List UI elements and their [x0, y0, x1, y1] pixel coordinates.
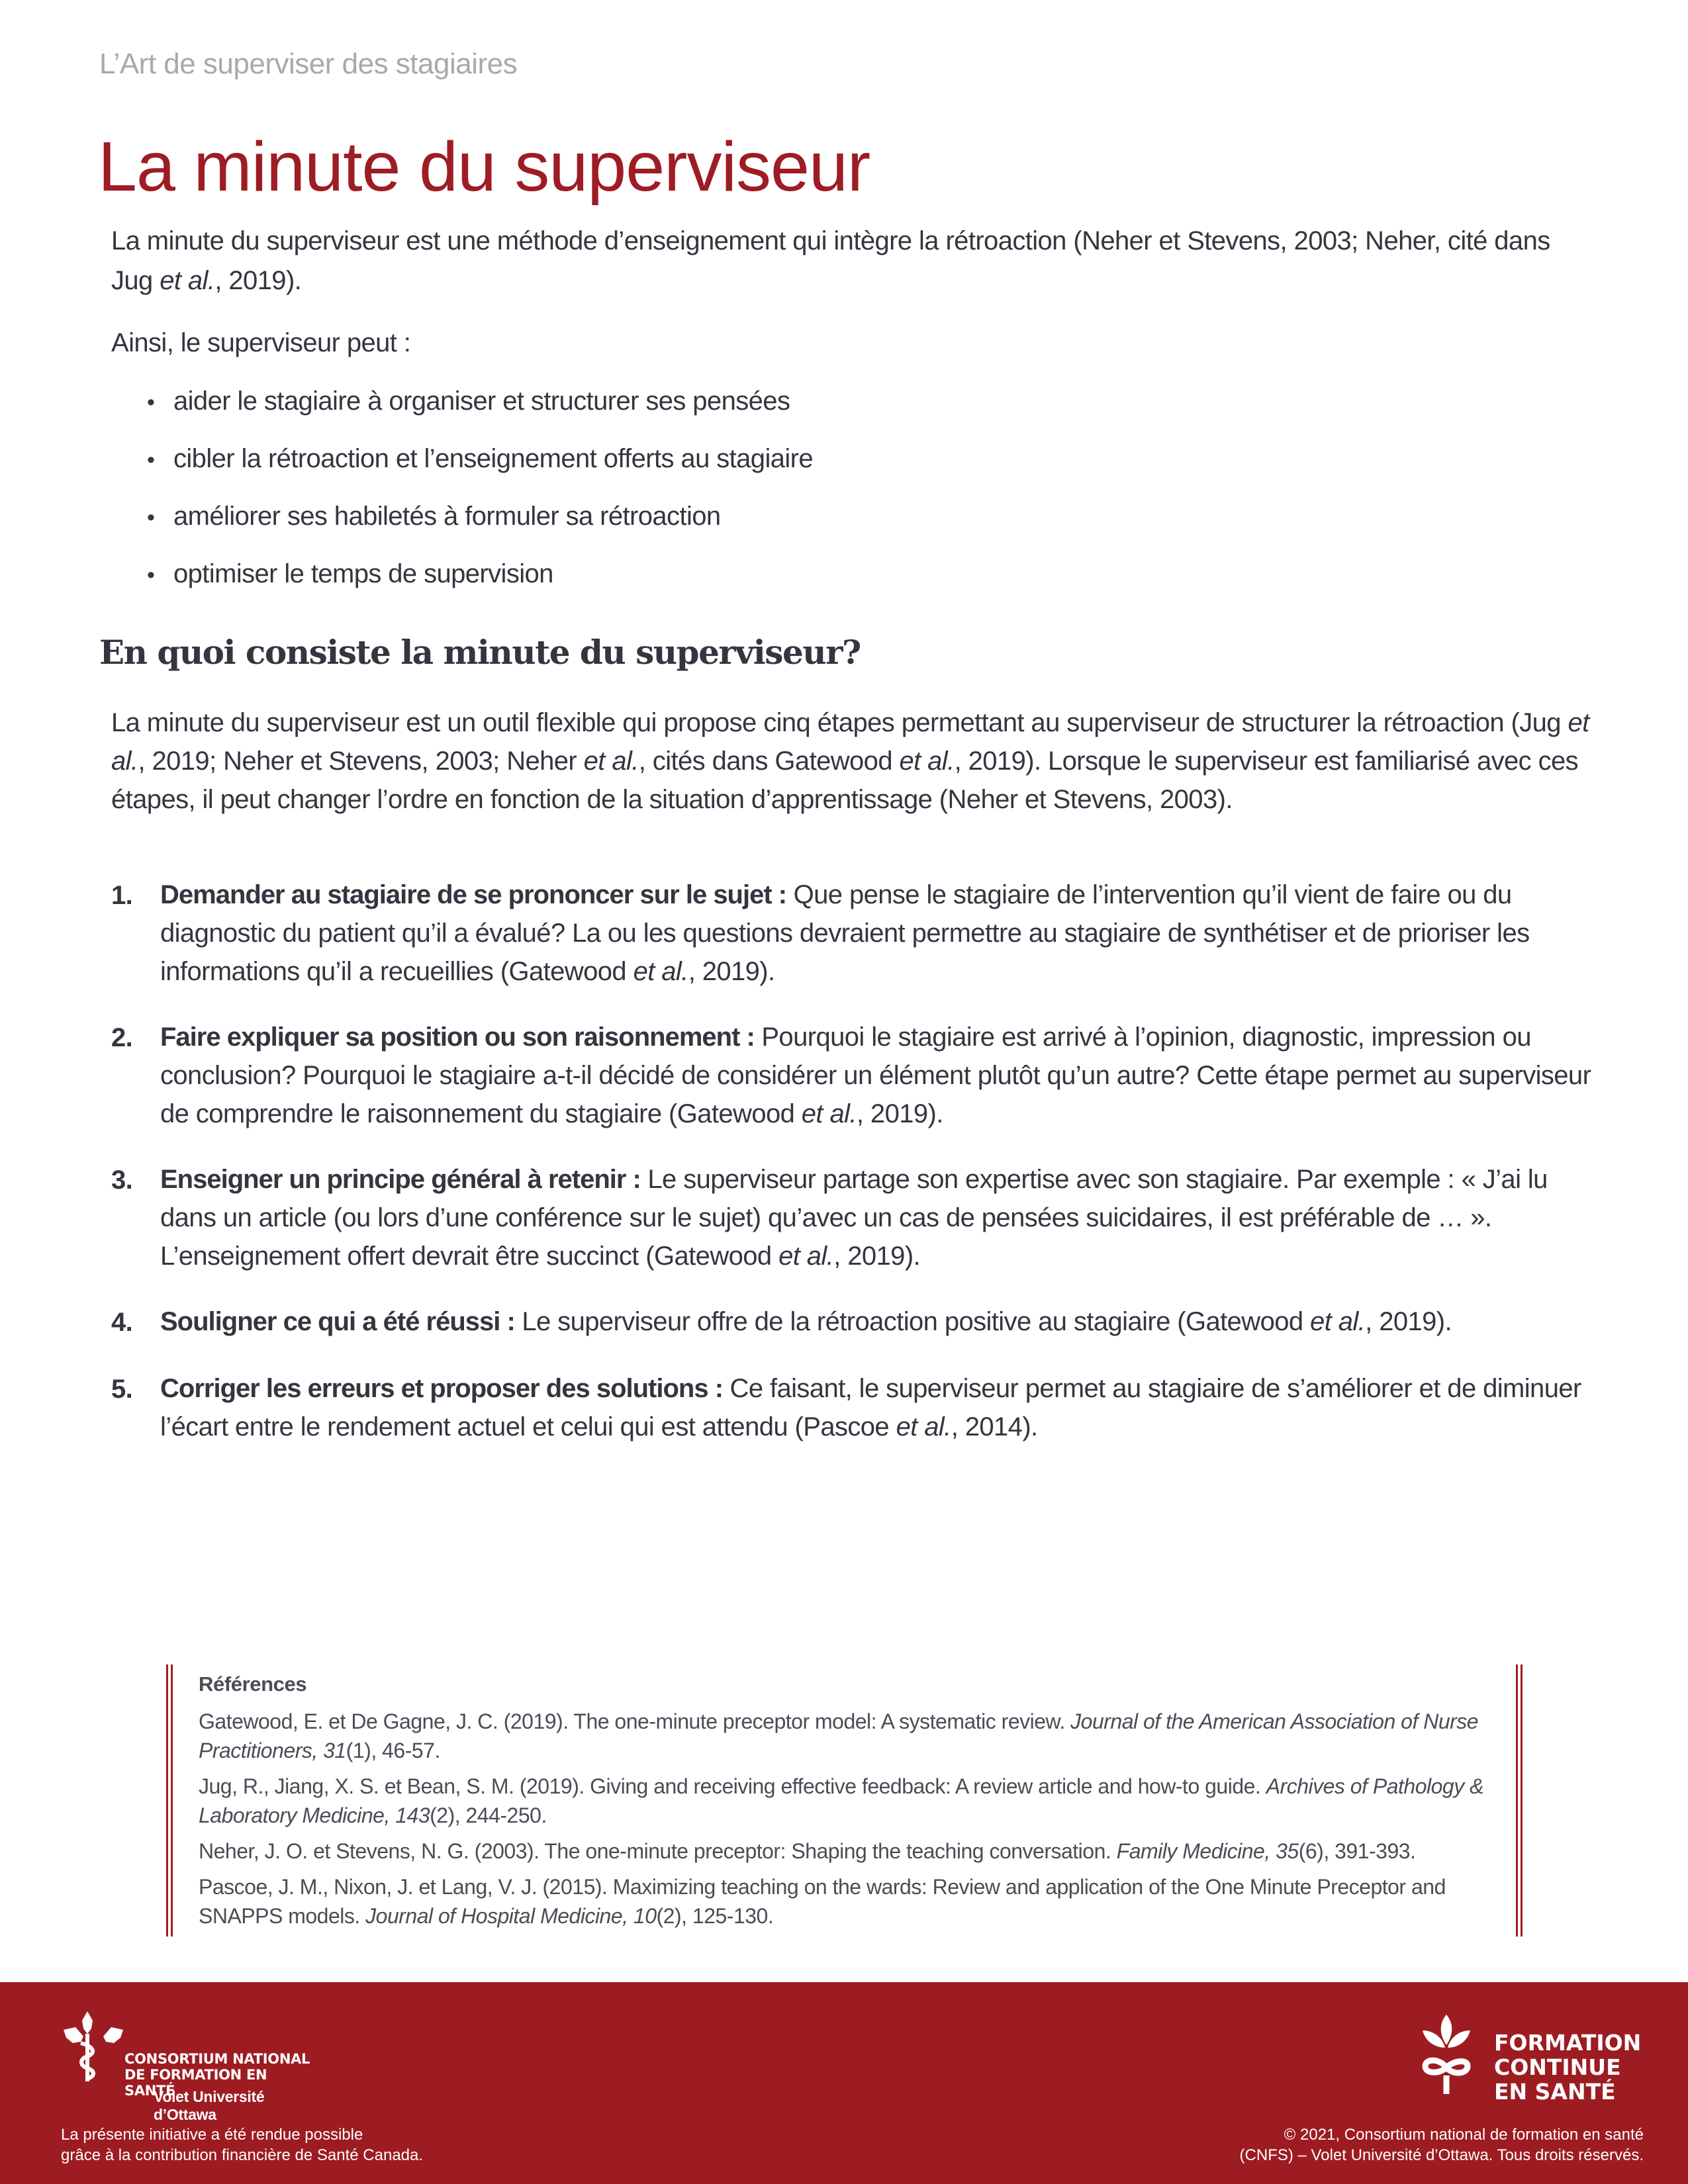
section-heading: En quoi consiste la minute du superviseur? — [99, 633, 861, 672]
step-number: 3. — [111, 1165, 133, 1195]
reference-text: Neher, J. O. et Stevens, N. G. (2003). The one-minute preceptor: Shaping the teaching conversation. — [199, 1839, 1117, 1863]
page-title: La minute du superviseur — [98, 128, 870, 206]
funding-note-line2: grâce à la contribution financière de Santé Canada. — [61, 2146, 424, 2164]
reference-journal: Journal of the American Association of Nurse Practitioners, 31 — [199, 1709, 1479, 1762]
step-italic: et al. — [778, 1242, 834, 1271]
step-italic: et al. — [1310, 1307, 1366, 1336]
fcs-logo — [1420, 2013, 1645, 2105]
bullet-icon: • — [147, 505, 155, 530]
page-footer — [0, 1982, 1688, 2184]
border-line-left-outer — [166, 1664, 168, 1936]
cnfs-logo — [61, 2010, 312, 2123]
reference-pages: (1), 46-57. — [346, 1739, 440, 1762]
border-line-right-outer — [1521, 1664, 1523, 1936]
cnfs-name-line1: CONSORTIUM NATIONAL — [124, 2051, 310, 2067]
reference-pages: (6), 391-393. — [1298, 1839, 1416, 1863]
border-line-right-inner — [1516, 1664, 1518, 1936]
copyright-line1: © 2021, Consortium national de formation en santé — [1284, 2126, 1644, 2144]
reference-item — [199, 1707, 1496, 1765]
fcs-name-line1: FORMATION — [1494, 2030, 1642, 2056]
reference-text: Pascoe, J. M., Nixon, J. et Lang, V. J. (2015). Maximizing teaching on the wards: Review and application of the One Minute Preceptor and SNAPPS models. — [199, 1875, 1446, 1928]
step-number: 2. — [111, 1023, 133, 1052]
list-item — [147, 439, 813, 496]
bullet-icon: • — [147, 390, 155, 415]
section-paragraph — [111, 704, 1594, 819]
step-text: Le superviseur offre de la rétroaction positive au stagiaire (Gatewood — [514, 1307, 1311, 1336]
step-body — [160, 876, 1594, 991]
para-italic: et al. — [583, 747, 639, 776]
cnfs-name-line2: DE FORMATION EN SANTÉ — [124, 2067, 267, 2099]
step-text: Que pense le stagiaire de l’intervention qu’il vient de faire ou du diagnostic du patient qu’il a évalué? La ou les questions devraient permettre au stagiaire de synthétiser et de prioriser les informations qu’il a recueillies (Gatewood — [160, 880, 1530, 986]
reference-pages: (2), 244-250. — [430, 1803, 547, 1827]
step-text-end: , 2019). — [1365, 1307, 1452, 1336]
step-text-end: , 2019). — [688, 957, 775, 986]
step-body — [160, 1302, 1594, 1342]
references-box — [166, 1664, 1523, 1936]
cnfs-branch: Volet Université d’Ottawa — [154, 2088, 265, 2123]
benefit-text: améliorer ses habiletés à formuler sa rétroaction — [173, 502, 721, 531]
step-text-end: , 2019). — [856, 1099, 943, 1128]
step-number: 5. — [111, 1375, 133, 1404]
steps-list — [111, 876, 1594, 1473]
bullet-icon: • — [147, 447, 155, 473]
step-number: 4. — [111, 1308, 133, 1337]
intro-paragraph — [111, 221, 1554, 300]
step-number: 1. — [111, 881, 133, 910]
reference-journal: Archives of Pathology & Laboratory Medicine, 143 — [199, 1774, 1483, 1827]
list-item — [147, 381, 813, 439]
reference-item — [199, 1872, 1496, 1931]
bullet-icon: • — [147, 563, 155, 588]
step-item — [111, 1369, 1594, 1446]
list-item — [147, 496, 813, 554]
benefits-list — [147, 381, 813, 612]
benefit-text: aider le stagiaire à organiser et structurer ses pensées — [173, 387, 790, 416]
step-italic: et al. — [896, 1412, 951, 1441]
intro-italic: et al. — [160, 266, 215, 295]
para-italic: et al. — [899, 747, 955, 776]
step-text: Ce faisant, le superviseur permet au stagiaire de s’améliorer et de diminuer l’écart entre le rendement actuel et celui qui est attendu (Pascoe — [160, 1374, 1581, 1441]
step-item — [111, 1018, 1594, 1133]
benefit-text: cibler la rétroaction et l’enseignement offerts au stagiaire — [173, 444, 814, 473]
step-text: Pourquoi le stagiaire est arrivé à l’opinion, diagnostic, impression ou conclusion? Pourquoi le stagiaire a-t-il décidé de considérer un élément plutôt qu’un autre? Cette étape permet au superviseur de comprendre le raisonnement du stagiaire (Gatewood — [160, 1023, 1591, 1128]
step-text-end: , 2019). — [833, 1242, 921, 1271]
references-heading: Références — [199, 1672, 307, 1696]
reference-item — [199, 1772, 1496, 1830]
step-body — [160, 1369, 1594, 1446]
funding-note-line1: La présente initiative a été rendue possible — [61, 2126, 363, 2144]
step-body — [160, 1018, 1594, 1133]
step-italic: et al. — [801, 1099, 857, 1128]
para-text: , 2019). Lorsque le superviseur est familiarisé avec ces étapes, il peut changer l’ordre en fonction de la situation d’apprentissage (Neher et Stevens, 2003). — [111, 747, 1579, 814]
para-text: , 2019; Neher et Stevens, 2003; Neher — [138, 747, 584, 776]
para-text: , cités dans Gatewood — [638, 747, 900, 776]
copyright-note — [1240, 2124, 1644, 2165]
step-title: Faire expliquer sa position ou son raisonnement : — [160, 1023, 755, 1052]
reference-text: Jug, R., Jiang, X. S. et Bean, S. M. (2019). Giving and receiving effective feedback: A review article and how-to guide. — [199, 1774, 1266, 1798]
para-italic: et al. — [111, 708, 1589, 776]
caduceus-maple-leaf-icon — [61, 2010, 127, 2083]
step-item — [111, 1302, 1594, 1342]
step-item — [111, 1160, 1594, 1275]
leaf-infinity-icon — [1420, 2013, 1473, 2096]
intro-text: La minute du superviseur est une méthode d’enseignement qui intègre la rétroaction (Neher et Stevens, 2003; Neher, cité dans Jug — [111, 226, 1550, 295]
reference-journal: Journal of Hospital Medicine, 10 — [365, 1904, 657, 1928]
fcs-name-line3: EN SANTÉ — [1494, 2079, 1616, 2105]
step-title: Corriger les erreurs et proposer des solutions : — [160, 1374, 724, 1403]
list-item — [147, 554, 813, 612]
benefit-text: optimiser le temps de supervision — [173, 559, 553, 588]
step-text-end: , 2014). — [951, 1412, 1038, 1441]
series-title: L’Art de superviser des stagiaires — [99, 48, 518, 80]
step-text: Le superviseur partage son expertise avec son stagiaire. Par exemple : « J’ai lu dans un article (ou lors d’une conférence sur le sujet) qu’avec un cas de pensées suicidaires, il est préférable de … ». L’enseignement offert devrait être succinct (Gatewood — [160, 1165, 1548, 1271]
reference-item — [199, 1837, 1496, 1866]
step-italic: et al. — [633, 957, 688, 986]
funding-note — [61, 2124, 423, 2165]
step-title: Souligner ce qui a été réussi : — [160, 1307, 515, 1336]
step-title: Enseigner un principe général à retenir : — [160, 1165, 641, 1194]
fcs-name — [1494, 2030, 1641, 2104]
reference-journal: Family Medicine, 35 — [1116, 1839, 1299, 1863]
copyright-line2: (CNFS) – Volet Université d’Ottawa. Tous droits réservés. — [1239, 2146, 1644, 2164]
step-title: Demander au stagiaire de se prononcer sur le sujet : — [160, 880, 787, 909]
intro-lead-in: Ainsi, le superviseur peut : — [111, 328, 411, 357]
reference-text: Gatewood, E. et De Gagne, J. C. (2019). The one-minute preceptor model: A systematic review. — [199, 1709, 1071, 1733]
step-body — [160, 1160, 1594, 1275]
border-line-left-inner — [171, 1664, 173, 1936]
reference-pages: (2), 125-130. — [656, 1904, 774, 1928]
para-text: La minute du superviseur est un outil flexible qui propose cinq étapes permettant au superviseur de structurer la rétroaction (Jug — [111, 708, 1568, 737]
step-item — [111, 876, 1594, 991]
fcs-name-line2: CONTINUE — [1494, 2054, 1621, 2080]
intro-text-end: , 2019). — [214, 266, 302, 295]
